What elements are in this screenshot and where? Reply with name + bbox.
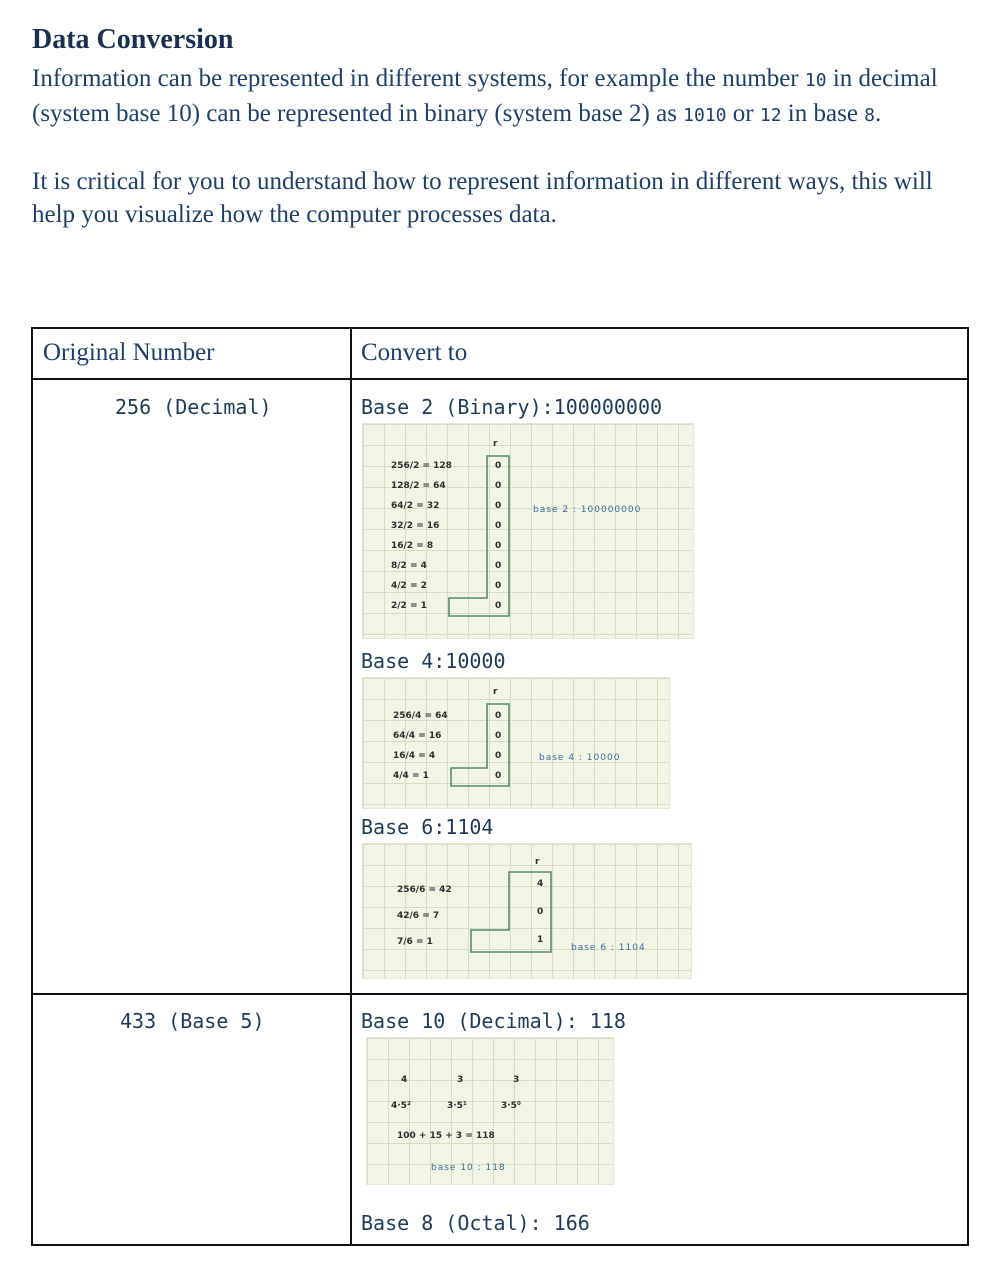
svg-text:0: 0 [537, 907, 544, 917]
svg-text:4: 4 [401, 1075, 408, 1085]
svg-text:3·5¹: 3·5¹ [447, 1101, 467, 1111]
header-original-number: Original Number [43, 339, 215, 366]
base2-sketch [362, 423, 694, 639]
svg-text:64/2 = 32: 64/2 = 32 [391, 501, 440, 511]
svg-text:4/4 = 1: 4/4 = 1 [393, 771, 429, 781]
base4-sketch [362, 677, 670, 809]
svg-text:0: 0 [495, 481, 502, 491]
intro-text [32, 62, 972, 231]
base10-sketch [366, 1037, 614, 1185]
svg-text:0: 0 [495, 751, 502, 761]
svg-text:16/2 = 8: 16/2 = 8 [391, 541, 434, 551]
svg-text:3: 3 [513, 1075, 520, 1085]
svg-text:32/2 = 16: 32/2 = 16 [391, 521, 440, 531]
code-8: 8 [864, 105, 876, 126]
svg-text:0: 0 [495, 731, 502, 741]
svg-text:100 + 15 + 3 = 118: 100 + 15 + 3 = 118 [397, 1131, 495, 1141]
svg-text:256/2 = 128: 256/2 = 128 [391, 461, 452, 471]
svg-text:2/2 = 1: 2/2 = 1 [391, 601, 427, 611]
intro-paragraph-2: It is critical for you to understand how to represent information in different ways, this will help you visualize how the computer processes data. [32, 168, 933, 228]
column-divider [350, 329, 352, 1244]
svg-text:r: r [493, 687, 498, 697]
conversion-table [31, 327, 969, 1246]
svg-text:3: 3 [457, 1075, 464, 1085]
svg-text:8/2 = 4: 8/2 = 4 [391, 561, 427, 571]
code-1010: 1010 [683, 105, 727, 126]
svg-text:0: 0 [495, 501, 502, 511]
svg-text:16/4 = 4: 16/4 = 4 [393, 751, 436, 761]
header-convert-to: Convert to [361, 339, 468, 366]
svg-text:128/2 = 64: 128/2 = 64 [391, 481, 446, 491]
svg-text:0: 0 [495, 461, 502, 471]
svg-text:42/6 = 7: 42/6 = 7 [397, 911, 440, 921]
row-divider [33, 993, 967, 995]
svg-text:4/2 = 2: 4/2 = 2 [391, 581, 427, 591]
svg-text:1: 1 [537, 935, 544, 945]
svg-text:r: r [535, 857, 540, 867]
svg-text:r: r [493, 439, 498, 449]
svg-text:256/4 = 64: 256/4 = 64 [393, 711, 448, 721]
row1-base2-label: Base 2 (Binary):100000000 [361, 395, 663, 419]
svg-text:4: 4 [537, 879, 544, 889]
row2-base10-label: Base 10 (Decimal): 118 [361, 1009, 626, 1033]
page-title: Data Conversion [32, 24, 234, 55]
row2-original: 433 (Base 5) [120, 1009, 265, 1033]
svg-text:0: 0 [495, 771, 502, 781]
svg-text:0: 0 [495, 541, 502, 551]
header-divider [33, 378, 967, 380]
code-10: 10 [804, 70, 827, 91]
svg-text:0: 0 [495, 521, 502, 531]
svg-text:base 2 : 100000000: base 2 : 100000000 [533, 505, 642, 515]
svg-text:0: 0 [495, 711, 502, 721]
intro-paragraph-1: Information can be represented in different systems, for example the number 10 in decimal (system base 10) can be represented in binary (system base 2) as 1010 or 12 in base 8. [32, 65, 938, 127]
svg-text:7/6 = 1: 7/6 = 1 [397, 937, 433, 947]
row2-base8-label: Base 8 (Octal): 166 [361, 1211, 590, 1235]
base6-sketch [362, 843, 692, 979]
svg-text:256/6 = 42: 256/6 = 42 [397, 885, 452, 895]
svg-text:0: 0 [495, 581, 502, 591]
svg-text:base 4 : 10000: base 4 : 10000 [539, 753, 621, 763]
code-12: 12 [759, 105, 782, 126]
svg-text:base 10 : 118: base 10 : 118 [431, 1163, 506, 1173]
svg-text:base 6 : 1104: base 6 : 1104 [571, 943, 646, 953]
svg-text:0: 0 [495, 561, 502, 571]
svg-text:3·5⁰: 3·5⁰ [501, 1101, 521, 1111]
svg-text:0: 0 [495, 601, 502, 611]
row1-original: 256 (Decimal) [115, 395, 272, 419]
row1-base4-label: Base 4:10000 [361, 649, 506, 673]
row1-base6-label: Base 6:1104 [361, 815, 494, 839]
svg-text:64/4 = 16: 64/4 = 16 [393, 731, 442, 741]
svg-text:4·5²: 4·5² [391, 1101, 411, 1111]
